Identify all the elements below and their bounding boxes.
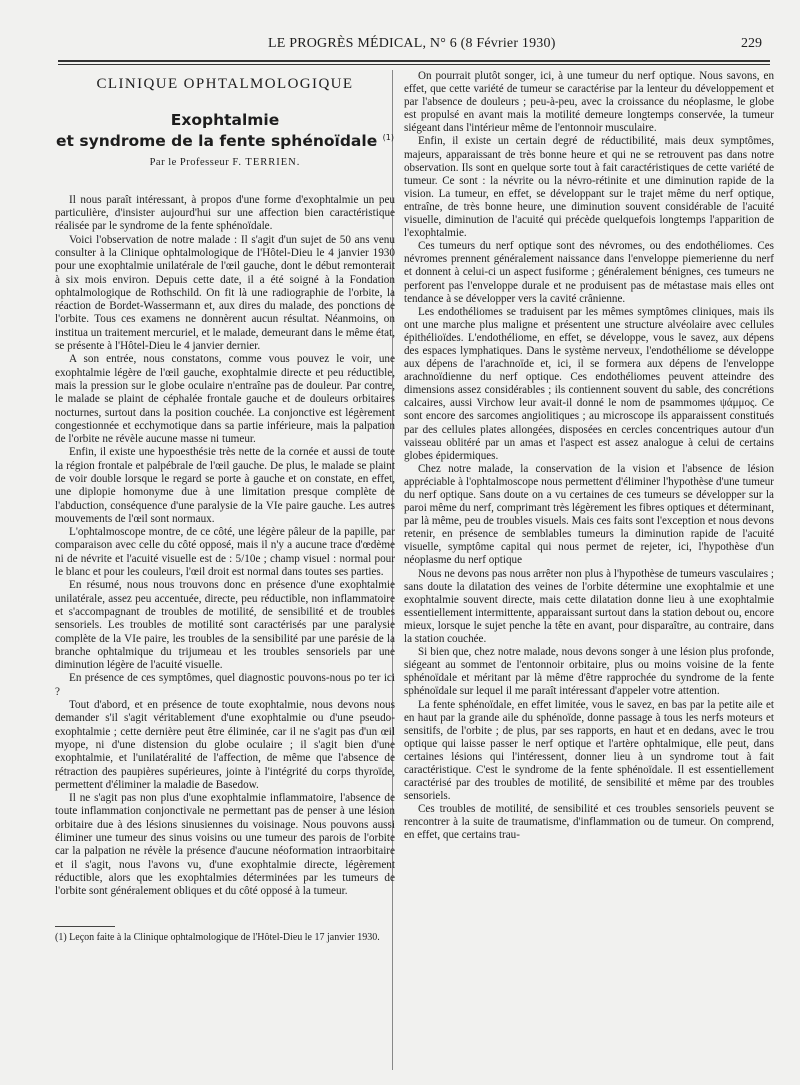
right-paragraph: La fente sphénoïdale, en effet limitée, vous le savez, en bas par la petite aile et en haut par la grande aile du sphénoïde, donne passage à tous les nerfs moteurs et sensitifs, de l'orbite ; de plus, par ses rapports, en haut et en dedans, avec le trou optique qui laisse passer le nerf optique et l'artère ophtalmique, elle peut, dans certaines lésions qui l'intéressent, donner lieu à un syndrome tout à fait caractéristique. C'est le syndrome de la fente sphénoïdale. Il est essentiellement caractérisé par des troubles de motilité, de sensibilité et même par des troubles sensoriels. xyxy=(404,698,774,803)
byline-author: F. TERRIEN. xyxy=(232,157,301,169)
right-paragraph: Chez notre malade, la conservation de la vision et l'absence de lésion appréciable à l'ophtalmoscope nous permettent d'éliminer l'hypothèse d'une tumeur du nerf optique. Sans doute on a vu certaines de ces tumeurs se développer sur la paroi même du nerf, comprimant très légèrement les fibres optiques et déterminant, par là même, peu de troubles visuels. Mais ces faits sont l'exception et nous devons retenir, en présence de semblables tumeurs la diminution rapide de l'acuité visuelle, symptôme capital qui nous permet de rejeter, ici, l'hypothèse d'un néoplasme du nerf optique xyxy=(404,462,774,567)
right-paragraph: Ces troubles de motilité, de sensibilité et ces troubles sensoriels peuvent se rencontrer à la suite de traumatisme, d'inflammation ou de tumeur. On comprend, en effet, que certains trau- xyxy=(404,803,774,842)
right-body-text xyxy=(404,70,774,843)
byline-prefix: Par le Professeur xyxy=(149,157,230,169)
left-paragraph: L'ophtalmoscope montre, de ce côté, une légère pâleur de la papille, par comparaison avec celle du côté opposé, mais il n'y a aucune trace d'œdème ni de névrite et l'acuité visuelle est de : 5/10e ; champ visuel : normal pour le blanc et pour les couleurs, l'œil droit est normal dans toutes ses parties. xyxy=(55,526,395,579)
left-body-text xyxy=(55,194,395,899)
left-paragraph: Il ne s'agit pas non plus d'une exophtalmie inflammatoire, l'absence de toute inflammation conjonctivale ne permettant pas de penser à une lésion orbitaire due à des lésions sinusiennes du voisinage. Nous pouvons aussi éliminer une tumeur des sinus voisins ou une tumeur des parois de l'orbite car la palpation ne révèle la présence d'aucune néoformation intraorbitaire et il s'agit, nous l'avons vu, d'une exophtalmie directe, légèrement réductible, alors que les exophtalmies déterminées par les tumeurs de l'orbite sont généralement obliques et du côté opposé à la tumeur. xyxy=(55,792,395,898)
right-paragraph: Ces tumeurs du nerf optique sont des névromes, ou des endothéliomes. Ces névromes prennent généralement naissance dans l'enveloppe piemerienne du nerf et donnent à celui-ci un aspect fusiforme ; généralement bénignes, ces tumeurs ne perforent pas l'enveloppe durale et ne produisent pas de métastase mais elles ont tendance à se développer vers la cavité crânienne. xyxy=(404,240,774,305)
header-rule xyxy=(58,60,770,65)
section-title: CLINIQUE OPHTALMOLOGIQUE xyxy=(96,76,354,92)
left-paragraph: En présence de ces symptômes, quel diagnostic pouvons-nous po ter ici ? xyxy=(55,672,395,698)
right-paragraph: Nous ne devons pas nous arrêter non plus à l'hypothèse de tumeurs vasculaires ; sans doute la dilatation des veines de l'orbite détermine une exophtalmie et une exophtalmie souvent directe, mais cette dilatation donne lieu à une exophtalmie essentiellement intermittente, apparaissant surtout dans la station debout ou, encore mieux, lorsque le sujet penche la tête en avant, pour disparaître, au contraire, dans la station couchée. xyxy=(404,567,774,646)
left-paragraph: Enfin, il existe une hypoesthésie très nette de la cornée et aussi de toute la région frontale et palpébrale de l'œil gauche. De plus, le malade se plaint de voir double lorsque le regard se porte à gauche et on constate, en effet, une diplopie homonyme due à une limitation presque complète de l'abduction, conséquence d'une paralysie de la VIe paire gauche. Les autres mouvements de l'œil sont normaux. xyxy=(55,446,395,525)
byline xyxy=(55,156,395,169)
left-paragraph: A son entrée, nous constatons, comme vous pouvez le voir, une exophtalmie légère de l'œil gauche, exophtalmie directe et peu réductible, mais la pression sur le globe oculaire n'entraîne pas de douleur. Par contre, le malade se plaint de céphalée frontale gauche et de douleurs orbitaires nocturnes, surtout dans la position couchée. La conjonctive est légèrement congestionnée et ecchymotique dans sa partie inférieure, mais la palpation de l'orbite ne révèle aucune masse ni tumeur. xyxy=(55,353,395,446)
article-title-line2 xyxy=(55,129,395,150)
left-paragraph: Il nous paraît intéressant, à propos d'une forme d'exophtalmie un peu particulière, d'insister aujourd'hui sur une affection bien caractéristique réalisée par le syndrome de la fente sphénoïdale. xyxy=(55,193,395,233)
footnote-marker: (1) xyxy=(382,133,394,143)
left-paragraph: Tout d'abord, et en présence de toute exophtalmie, nous devons nous demander s'il s'agit véritablement d'une exophtalmie ou d'une pseudo-exophtalmie ; cette dernière peut être éliminée, car il ne s'agit pas d'un œil myope, ni d'une distension du globe oculaire ; il s'agit bien d'une exophtalmie, et l'unilatéralité de l'affection, de même que l'absence de rétraction des paupières supérieures, jointe à l'intégrité du corps thyroïde, permettent d'éliminer la maladie de Basedow. xyxy=(55,699,395,791)
footnote: (1) Leçon faite à la Clinique ophtalmologique de l'Hôtel-Dieu le 17 janvier 1930. xyxy=(55,932,380,944)
right-paragraph: Les endothéliomes se traduisent par les mêmes symptômes cliniques, mais ils ont une marche plus maligne et présentent une structure alvéolaire avec cellules épithélioïdes. L'endothéliome, en effet, se développe, vous le savez, aux dépens des espaces lymphatiques. Dans le système nerveux, l'endothéliome se développe aux dépens de l'arachnoïde et, ici, il se formera aux dépens de l'enveloppe arachnoïdienne du nerf optique. Ces endothéliomes peuvent atteindre des dimensions assez considérables ; ils contiennent souvent du sable, des concrétions calcaires, aussi Virchow leur avait-il donné le nom de psammomes ψάμμος. Ce sont encore des sarcomes angiolitiques ; au microscope ils apparaissent constitués par des cellules plates allongées, disposées en cercles concentriques autour d'un vaisseau oblitéré par un amas et l'aspect est assez analogue à celui de certains globes épidermiques. xyxy=(404,305,774,462)
right-paragraph: Enfin, il existe un certain degré de réductibilité, mais deux symptômes, majeurs, apparaissant de très bonne heure et qui ne se retrouvent pas dans notre observation. Ils sont en quelque sorte tout à fait caractéristiques de cette variété de tumeur. Ce sont : la névrite ou la névro-rétinite et une diminution rapide de la vision. La tumeur, en effet, se développant sur le trajet même du nerf optique, entraîne, de très bonne heure, une diminution souvent considérable de l'acuité visuelle, diminution de l'acuité qui précède quelquefois longtemps l'apparition de l'exophtalmie. xyxy=(404,135,774,240)
right-column xyxy=(404,70,774,843)
journal-title: LE PROGRÈS MÉDICAL, N° 6 (8 Février 1930) xyxy=(268,36,556,51)
left-column xyxy=(55,70,395,943)
footnote-rule xyxy=(55,926,115,927)
running-header xyxy=(58,36,770,56)
page-number: 229 xyxy=(741,36,762,51)
left-paragraph: En résumé, nous nous trouvons donc en présence d'une exophtalmie unilatérale, assez peu accentuée, directe, peu réductible, non inflammatoire et s'accompagnant de troubles de motilité, de sensibilité et de troubles sensoriels. Les troubles de motilité sont caractérisés par une paralysie complète de la VIe paire, les troubles de la sensibilité par une parésie de la branche ophtalmique du trijumeau et les troubles sensoriels par une diminution légère de l'acuité visuelle. xyxy=(55,579,395,672)
article-title-text: et syndrome de la fente sphénoïdale xyxy=(56,132,378,151)
article-title-line1: Exophtalmie xyxy=(170,111,280,130)
left-paragraph: Voici l'observation de notre malade : Il s'agit d'un sujet de 50 ans venu consulter à la Clinique ophtalmologique de l'Hôtel-Dieu le 4 janvier 1930 pour une exophtalmie unilatérale de l'œil gauche, dont le début remonterait à six mois environ. Depuis cette date, il a été soigné à la Fondation ophtalmologique de Rothschild. On fit là une radiographie de l'orbite, la réaction de Bordet-Wassermann et, aux dires du malade, des ponctions de l'orbite. Tous ces examens ne donnèrent aucun résultat. Néanmoins, on institua un traitement mercuriel, et le malade, demeurant dans le même état, se présente à l'Hôtel-Dieu le 4 janvier dernier. xyxy=(55,233,395,353)
right-paragraph: On pourrait plutôt songer, ici, à une tumeur du nerf optique. Nous savons, en effet, que cette variété de tumeur se caractérise par la lenteur du développement et par l'absence de douleurs ; peu-à-peu, avec la croissance du néoplasme, le globe est propulsé en avant mais la motilité demeure longtemps conservée, la tumeur siégeant dans l'intérieur même de l'entonnoir musculaire. xyxy=(404,70,774,135)
right-paragraph: Si bien que, chez notre malade, nous devons songer à une lésion plus profonde, siégeant au sommet de l'entonnoir orbitaire, plus ou moins voisine de la fente sphénoïdale et méritant par là même d'être rapprochée du syndrome de la fente sphénoïdale sur lequel il me paraît intéressant d'appeler votre attention. xyxy=(404,646,774,698)
